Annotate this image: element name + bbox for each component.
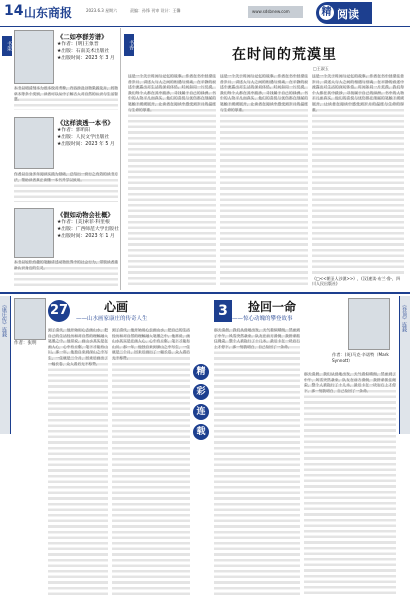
feature-book-cover-left	[14, 298, 46, 340]
serial-badge-4: 载	[193, 424, 209, 440]
book-author-1: ★作者：(明)王象晋	[57, 42, 99, 47]
feature-book-cover-right	[348, 298, 390, 350]
page-number: 14	[4, 3, 24, 19]
shelf-tag: 书架	[2, 36, 12, 56]
feature-subtitle-right: ——惊心动魄的攀登故事	[232, 316, 293, 322]
book-publisher-2: ★出版：人民文学出版社	[57, 135, 110, 140]
episode-number-right: 3	[214, 300, 232, 322]
right-series-label: 《登顶》连载	[401, 302, 407, 332]
book-date-1: ★出版时间：2023 年 3 月	[57, 56, 115, 61]
book-cover-3	[14, 208, 54, 258]
book-author-2: ★作者：郭昕阳	[57, 128, 91, 133]
feature-title-right: 捡回一命	[248, 300, 297, 314]
article-body-col-1: 这是一个关于时间与记忆的故事。作者在书中回望往昔岁月，讲述人与人之间的相遇与别离，在平静的叙述中流露出对生活的深切体悟。时间如同一片荒漠，我们每个人都在其中跋涉，寻找属于自己的绿洲。书中的人物平凡而真实，他们的喜悦与忧伤都在细腻的笔触下缓缓展开，让读者在阅读中感受到岁月的温度与生命的厚重。	[128, 74, 216, 288]
book-publisher-1: ★出版：石南美术出版社	[57, 49, 110, 54]
book-title-3: 《假如动物会社概》	[57, 212, 114, 219]
right-series-strip	[399, 296, 410, 434]
article-body-col-3: 这是一个关于时间与记忆的故事。作者在书中回望往昔岁月，讲述人与人之间的相遇与别离，在平静的叙述中流露出对生活的深切体悟。时间如同一片荒漠，我们每个人都在其中跋涉，寻找属于自己的绿洲。书中的人物平凡而真实，他们的喜悦与忧伤都在细腻的笔触下缓缓展开，让读者在阅读中感受到岁月的温度与生命的厚重。	[312, 74, 404, 274]
book-intro-1: 本书以明清刻本为底本校对考释，内容涉及谷物果蔬花卉，药物草木等多个类别，读者可以从中了解古人对自然的认识与生活智慧。	[14, 86, 118, 110]
feature-body-left-1: 到了清代，他开始用心去画山水，把自己的生活经历和对自然的理解融入笔墨之中。他常说，画山水其实是在画人心，心中有丘壑，笔下才能有山川。那一年，他独自来到深山之中写生，一住就是三个月，回来后画出了一幅长卷，众人看后无不称赞。	[48, 328, 108, 596]
feature-body-left-2: 到了清代，他开始用心去画山水，把自己的生活经历和对自然的理解融入笔墨之中。他常说，画山水其实是在画人心，心中有丘壑，笔下才能有山川。那一年，他独自来到深山之中写生，一住就是三个月，回来后画出了一幅长卷，众人看后无不称赞。	[112, 328, 190, 596]
newspaper-name: 山东商报	[24, 6, 73, 20]
serial-badge-2: 彩	[193, 384, 209, 400]
book-title-1: 《二如亭群芳谱》	[57, 34, 108, 41]
feature-author-left: 作者：张明	[14, 341, 37, 346]
serial-badge-1: 精	[193, 364, 209, 380]
article-source: 《□<<朝圣人沙漠>>》，(汉)速读·布兰·鲁·，四川人民出版社)	[312, 276, 401, 286]
editor-credits: 责编：孙锋 刊审 设计：王馨	[130, 8, 181, 13]
book-intro-2: 作者以自身多年阅读实践为基础，总结出一套行之有效的读书方法，帮助读者真正读懂一本书并学以致用。	[14, 172, 118, 202]
book-date-2: ★出版时间：2023 年 5 月	[57, 142, 115, 147]
website-label[interactable]: www.sdsbnew.com	[252, 9, 290, 14]
book-date-3: ★出版时间：2023 年 1 月	[57, 234, 115, 239]
section-badge	[316, 2, 372, 24]
left-series-label: 《康庄传》连载	[1, 302, 7, 337]
book-cover-2	[14, 117, 54, 169]
book-title-2: 《这样读透一本书》	[57, 120, 114, 127]
section-char: 精	[319, 5, 334, 20]
article-headline: 在时间的荒漠里	[232, 47, 337, 63]
feature-author-right: 作者：(英)马克·辛诺特（Mark Synnott）	[332, 352, 389, 363]
feature-body-right-1: 那天清晨，我们从营地出发，天气看似晴朗，然而到了中午，风雪突然袭来。队友在前方滑倒，我拼命抓住绳索，整个人被拖行了十几米，最后卡在一块岩石上才停下。那一刻我明白，自己捡回了一条命。	[214, 328, 300, 596]
issue-date: 2023.6.3 星期六	[86, 8, 118, 13]
book-author-3: ★作者：(美)索菲·科里根	[57, 220, 110, 225]
section-name: 阅读	[337, 8, 359, 21]
article-byline: □王淑玉	[313, 66, 329, 71]
article-side-tag: 书香	[124, 34, 134, 56]
feature-body-right-2: 那天清晨，我们从营地出发，天气看似晴朗，然而到了中午，风雪突然袭来。队友在前方滑倒，我拼命抓住绳索，整个人被拖行了十几米，最后卡在一块岩石上才停下。那一刻我明白，自己捡回了一条命。	[304, 372, 396, 596]
left-series-strip	[0, 296, 11, 434]
episode-number-left: 27	[48, 300, 70, 322]
book-cover-1	[14, 30, 54, 84]
feature-subtitle-left: ——山水画家康庄的传奇人生	[76, 316, 148, 322]
book-publisher-3: ★出版：广西师范大学出版社	[57, 227, 119, 232]
book-intro-3: 本书以轻松有趣的笔触讲述动物世界中的社会行为，带领读者重新认识身边的生灵。	[14, 260, 118, 288]
feature-title-left: 心画	[104, 300, 129, 314]
serial-badge-3: 连	[193, 404, 209, 420]
article-body-col-2: 这是一个关于时间与记忆的故事。作者在书中回望往昔岁月，讲述人与人之间的相遇与别离，在平静的叙述中流露出对生活的深切体悟。时间如同一片荒漠，我们每个人都在其中跋涉，寻找属于自己的绿洲。书中的人物平凡而真实，他们的喜悦与忧伤都在细腻的笔触下缓缓展开，让读者在阅读中感受到岁月的温度与生命的厚重。	[220, 74, 308, 288]
section-divider	[0, 292, 410, 294]
